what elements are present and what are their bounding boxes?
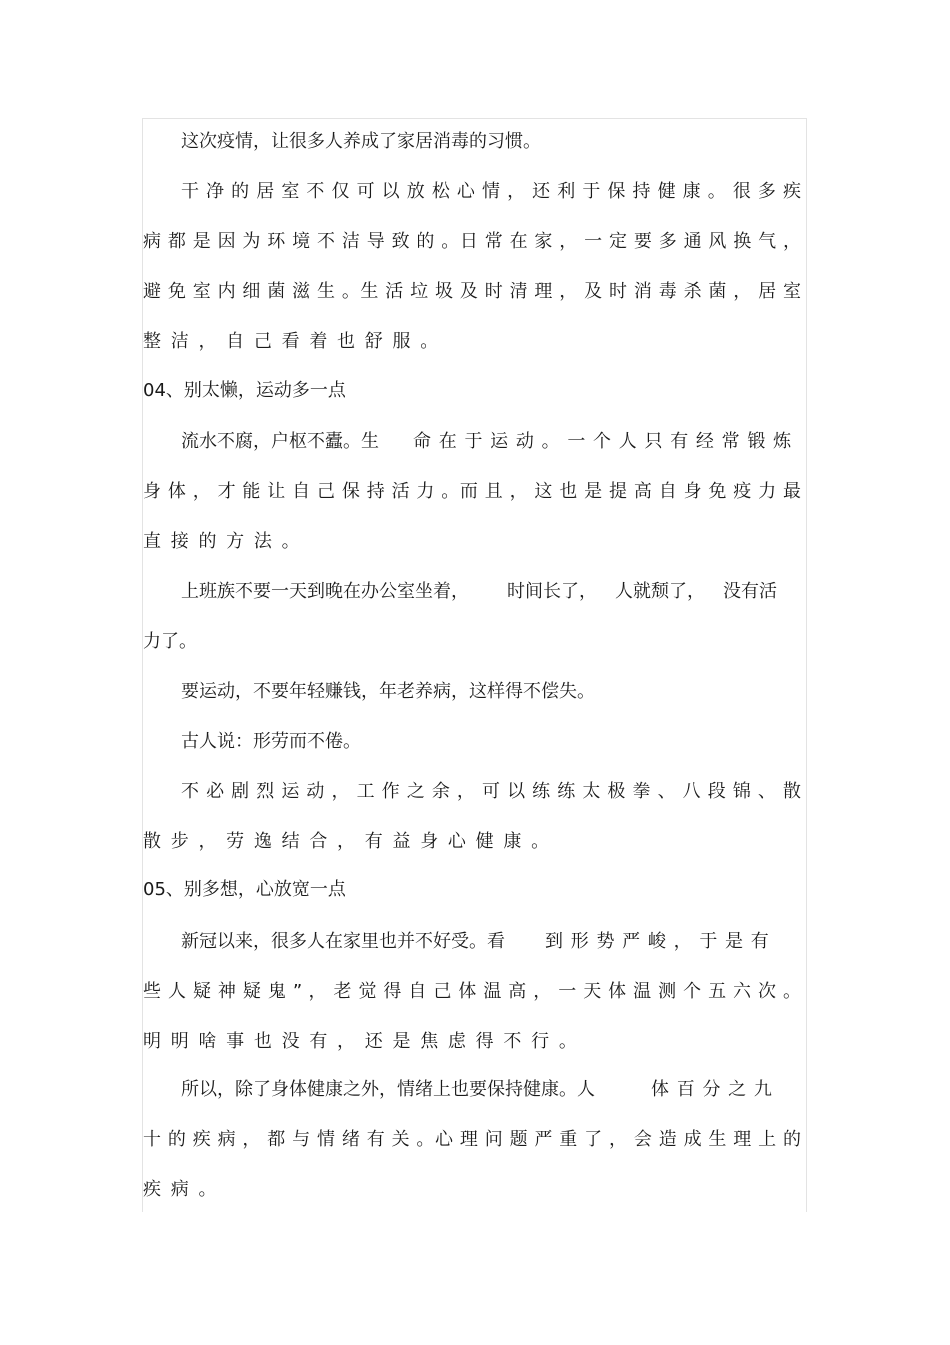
paragraph-line [143, 1078, 801, 1102]
paragraph-line [143, 430, 801, 454]
paragraph-line: 古人说：形劳而不倦。 [181, 731, 361, 752]
paragraph-line: 十 的 疾 病 ， 都 与 情 绪 有 关 。心 理 问 题 严 重 了 ， 会 造 成 生 理 上 的 [143, 1129, 801, 1150]
paragraph-line: 疾 病 。 [143, 1179, 219, 1200]
page-border-right [806, 118, 807, 1212]
paragraph-line-segment: 时间长了， [507, 581, 597, 602]
paragraph-line: 力了。 [143, 631, 197, 652]
paragraph-line: 直 接 的 方 法 。 [143, 531, 302, 552]
paragraph-line-segment: 所以，除了身体健康之外，情绪上也要保持健康。人 [181, 1079, 595, 1100]
paragraph-line [143, 930, 801, 954]
paragraph-line: 避 免 室 内 细 菌 滋 生 。生 活 垃 圾 及 时 清 理 ， 及 时 消 毒 杀 菌 ， 居 室 [143, 281, 801, 302]
paragraph-line: 要运动，不要年轻赚钱，年老养病，这样得不偿失。 [181, 681, 595, 702]
paragraph-line-segment: 没有活 [723, 581, 777, 602]
paragraph-line: 这次疫情，让很多人养成了家居消毒的习惯。 [181, 131, 541, 152]
paragraph-line [143, 580, 801, 604]
paragraph-line: 干 净 的 居 室 不 仅 可 以 放 松 心 情 ， 还 利 于 保 持 健 康 。 很 多 疾 [181, 181, 801, 202]
paragraph-line-segment: 体 百 分 之 九 [651, 1079, 773, 1100]
paragraph-line-segment: 到 形 势 严 峻 ， 于 是 有 [545, 931, 770, 952]
paragraph-line: 明 明 啥 事 也 没 有 ， 还 是 焦 虑 得 不 行 。 [143, 1031, 579, 1052]
paragraph-line: 散 步 ， 劳 逸 结 合 ， 有 益 身 心 健 康 。 [143, 831, 552, 852]
page-border-top [142, 118, 807, 119]
paragraph-line-segment: 新冠以来，很多人在家里也并不好受。看 [181, 931, 505, 952]
paragraph-line: 身 体 ， 才 能 让 自 己 保 持 活 力 。而 且 ， 这 也 是 提 高 自 身 免 疫 力 最 [143, 481, 801, 502]
paragraph-line: 病 都 是 因 为 环 境 不 洁 导 致 的 。日 常 在 家 ， 一 定 要 多 通 风 换 气 ， [143, 231, 801, 252]
paragraph-line-segment: 人就颓了， [615, 581, 705, 602]
paragraph-line: 些 人 疑 神 疑 鬼 ” ， 老 觉 得 自 己 体 温 高 ， 一 天 体 温 测 个 五 六 次 。 [143, 981, 801, 1002]
paragraph-line-segment: 上班族不要一天到晚在办公室坐着， [181, 581, 469, 602]
paragraph-line: 整 洁 ， 自 己 看 着 也 舒 服 。 [143, 331, 441, 352]
section-heading: 04、别太懒，运动多一点 [143, 380, 346, 401]
section-heading: 05、别多想，心放宽一点 [143, 879, 346, 900]
paragraph-line-segment: 流水不腐，户枢不蠹。生 [181, 431, 379, 452]
paragraph-line: 不 必 剧 烈 运 动 ， 工 作 之 余 ， 可 以 练 练 太 极 拳 、 八 段 锦 、 散 [181, 781, 801, 802]
paragraph-line-segment: 命 在 于 运 动 。 一 个 人 只 有 经 常 锻 炼 [413, 431, 793, 452]
